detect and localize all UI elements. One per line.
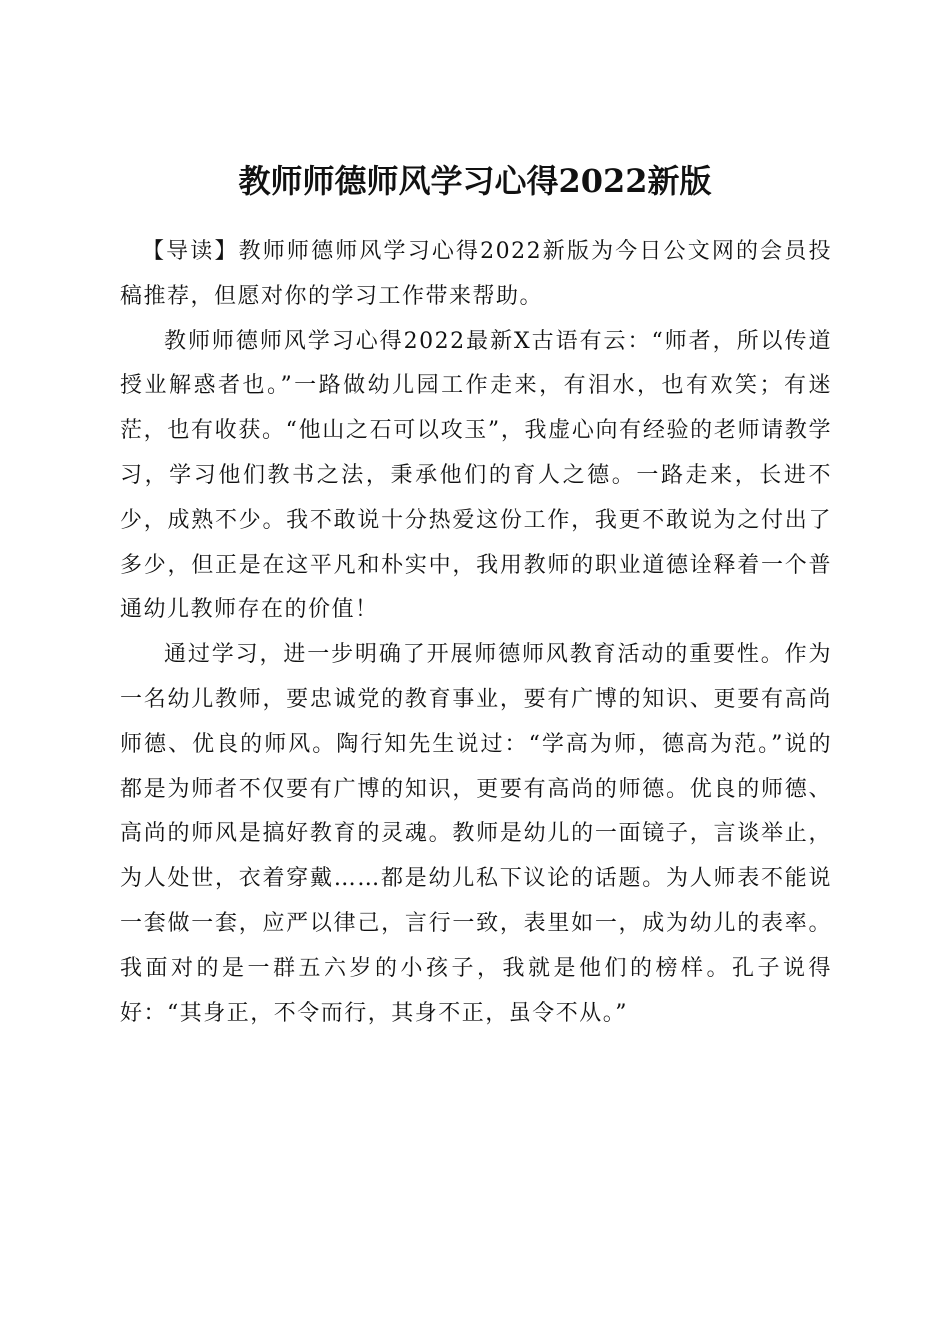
body-paragraph-1: 教师师德师风学习心得2022最新X古语有云：“师者，所以传道授业解惑者也。”一路做幼儿园工作走来，有泪水，也有欢笑；有迷茫，也有收获。“他山之石可以攻玉”，我虚心向有经验的老师请教学习，学习他们教书之法，秉承他们的育人之德。一路走来，长进不少，成熟不少。我不敢说十分热爱这份工作，我更不敢说为之付出了多少，但正是在这平凡和朴实中，我用教师的职业道德诠释着一个普通幼儿教师存在的价值！ xyxy=(120,328,832,623)
document-title: 教师师德师风学习心得2022新版 xyxy=(238,162,712,201)
lead-paragraph: 【导读】教师师德师风学习心得2022新版为今日公文网的会员投稿推荐，但愿对你的学习工作带来帮助。 xyxy=(120,239,832,309)
body-paragraph-2: 通过学习，进一步明确了开展师德师风教育活动的重要性。作为一名幼儿教师，要忠诚党的教育事业，要有广博的知识、更要有高尚师德、优良的师风。陶行知先生说过：“学高为师，德高为范。”说的都是为师者不仅要有广博的知识，更要有高尚的师德。优良的师德、高尚的师风是搞好教育的灵魂。教师是幼儿的一面镜子，言谈举止，为人处世，衣着穿戴……都是幼儿私下议论的话题。为人师表不能说一套做一套，应严以律己，言行一致，表里如一，成为幼儿的表率。我面对的是一群五六岁的小孩子，我就是他们的榜样。孔子说得好：“其身正，不令而行，其身不正，虽令不从。” xyxy=(120,642,832,1026)
document-body xyxy=(120,230,832,1036)
